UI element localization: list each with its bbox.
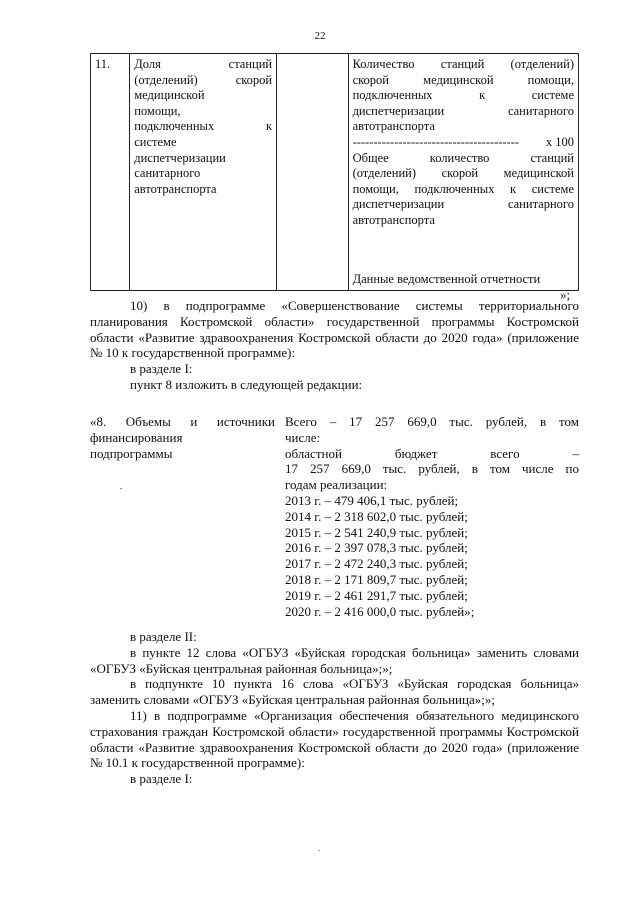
row-number: 11. [91, 54, 130, 291]
financing-values [285, 414, 579, 619]
year-amount: 2019 г. – 2 461 291,7 тыс. рублей; [285, 587, 468, 603]
year-amount: 2018 г. – 2 171 809,7 тыс. рублей; [285, 571, 468, 587]
indicator-name-line: системе [134, 134, 177, 149]
financing-regional: областной бюджет всего – [285, 445, 579, 461]
denominator-line: помощи, подключенных к системе [352, 181, 574, 196]
numerator-line: скорой медицинской помощи, [352, 72, 574, 87]
indicator-name-line: подключенных к [134, 119, 273, 134]
numerator-line: Количество станций (отделений) [352, 57, 574, 71]
fraction-dashes: ---------------------------------------- [352, 134, 520, 149]
financing-regional-cont: 17 257 669,0 тыс. рублей, в том числе по [285, 461, 579, 477]
year-amount: 2017 г. – 2 472 240,3 тыс. рублей; [285, 556, 468, 572]
page-number: 22 [314, 30, 326, 42]
formula-cell [348, 54, 578, 291]
paragraph-11: 11) в подпрограмме «Организация обеспечения обязательного медицинского страхования граждан Костромской области» государственной программы Костромской области «Развитие здравоохранения Костромской области до 2020 года» (приложение № 10.1 к государственной программе): [90, 707, 579, 771]
denominator-line: Общее количество станций [352, 150, 574, 165]
denominator-line: автотранспорта [352, 212, 435, 227]
section-1-label: в разделе I: [130, 361, 193, 377]
indicator-name-line: автотранспорта [134, 181, 217, 196]
numerator-line: автотранспорта [352, 119, 435, 134]
indicator-name-line: Доля станций [134, 57, 273, 71]
numerator-line: подключенных к системе [352, 88, 574, 103]
paragraph-10: 10) в подпрограмме «Совершенствование системы территориального планирования Костромской области» государственной программы Костромской области «Развитие здравоохранения Костромской области до 2020 года» (приложение № 10 к государственной программе): [90, 298, 579, 361]
year-amount: 2016 г. – 2 397 078,3 тыс. рублей; [285, 540, 468, 556]
amendment-text-1 [90, 298, 579, 393]
indicator-name-line: медицинской [134, 88, 205, 103]
numerator-line: диспетчеризации санитарного [352, 103, 574, 118]
section-2-label: в разделе II: [130, 629, 197, 644]
section-1-label-2: в разделе I: [130, 771, 193, 787]
data-source: Данные ведомственной отчетности [352, 272, 541, 287]
indicator-name-line: санитарного [134, 166, 201, 181]
financing-label-line: финансирования [90, 429, 183, 445]
financing-label-line: «8. Объемы и источники [90, 414, 275, 429]
financing-regional-cont: годам реализации: [285, 477, 388, 493]
empty-cell [277, 54, 348, 291]
financing-label-line: подпрограммы [90, 445, 173, 461]
financing-label [90, 414, 275, 461]
year-amount: 2013 г. – 479 406,1 тыс. рублей; [285, 492, 459, 508]
fraction-line [353, 135, 574, 151]
indicator-table-row [90, 53, 579, 291]
multiplier: x 100 [545, 134, 574, 149]
indicator-name [130, 54, 277, 291]
indicator-name-line: (отделений) скорой [134, 72, 273, 87]
financing-total-cont: числе: [285, 429, 321, 445]
denominator-line: диспетчеризации санитарного [352, 197, 574, 212]
financing-total: Всего – 17 257 669,0 тыс. рублей, в том [285, 414, 579, 429]
indicator-name-line: диспетчеризации [134, 150, 226, 165]
year-amount: 2015 г. – 2 541 240,9 тыс. рублей; [285, 524, 468, 540]
point-8-intro: пункт 8 изложить в следующей редакции: [130, 376, 363, 392]
scan-speck [120, 488, 122, 489]
scan-speck [318, 850, 320, 851]
year-amount: 2014 г. – 2 318 602,0 тыс. рублей; [285, 508, 468, 524]
closing-quote: »; [560, 287, 571, 302]
point-12-text: в пункте 12 слова «ОГБУЗ «Буйская городская больница» заменить словами «ОГБУЗ «Буйская центральная районная больница»;»; [90, 644, 579, 676]
year-amount: 2020 г. – 2 416 000,0 тыс. рублей»; [285, 603, 475, 619]
amendment-text-2 [90, 629, 579, 787]
subpoint-10-text: в подпункте 10 пункта 16 слова «ОГБУЗ «Буйская городская больница» заменить словами «ОГБУЗ «Буйская центральная районная больница»;»; [90, 676, 579, 708]
indicator-name-line: помощи, [134, 103, 181, 118]
denominator-line: (отделений) скорой медицинской [352, 166, 574, 181]
